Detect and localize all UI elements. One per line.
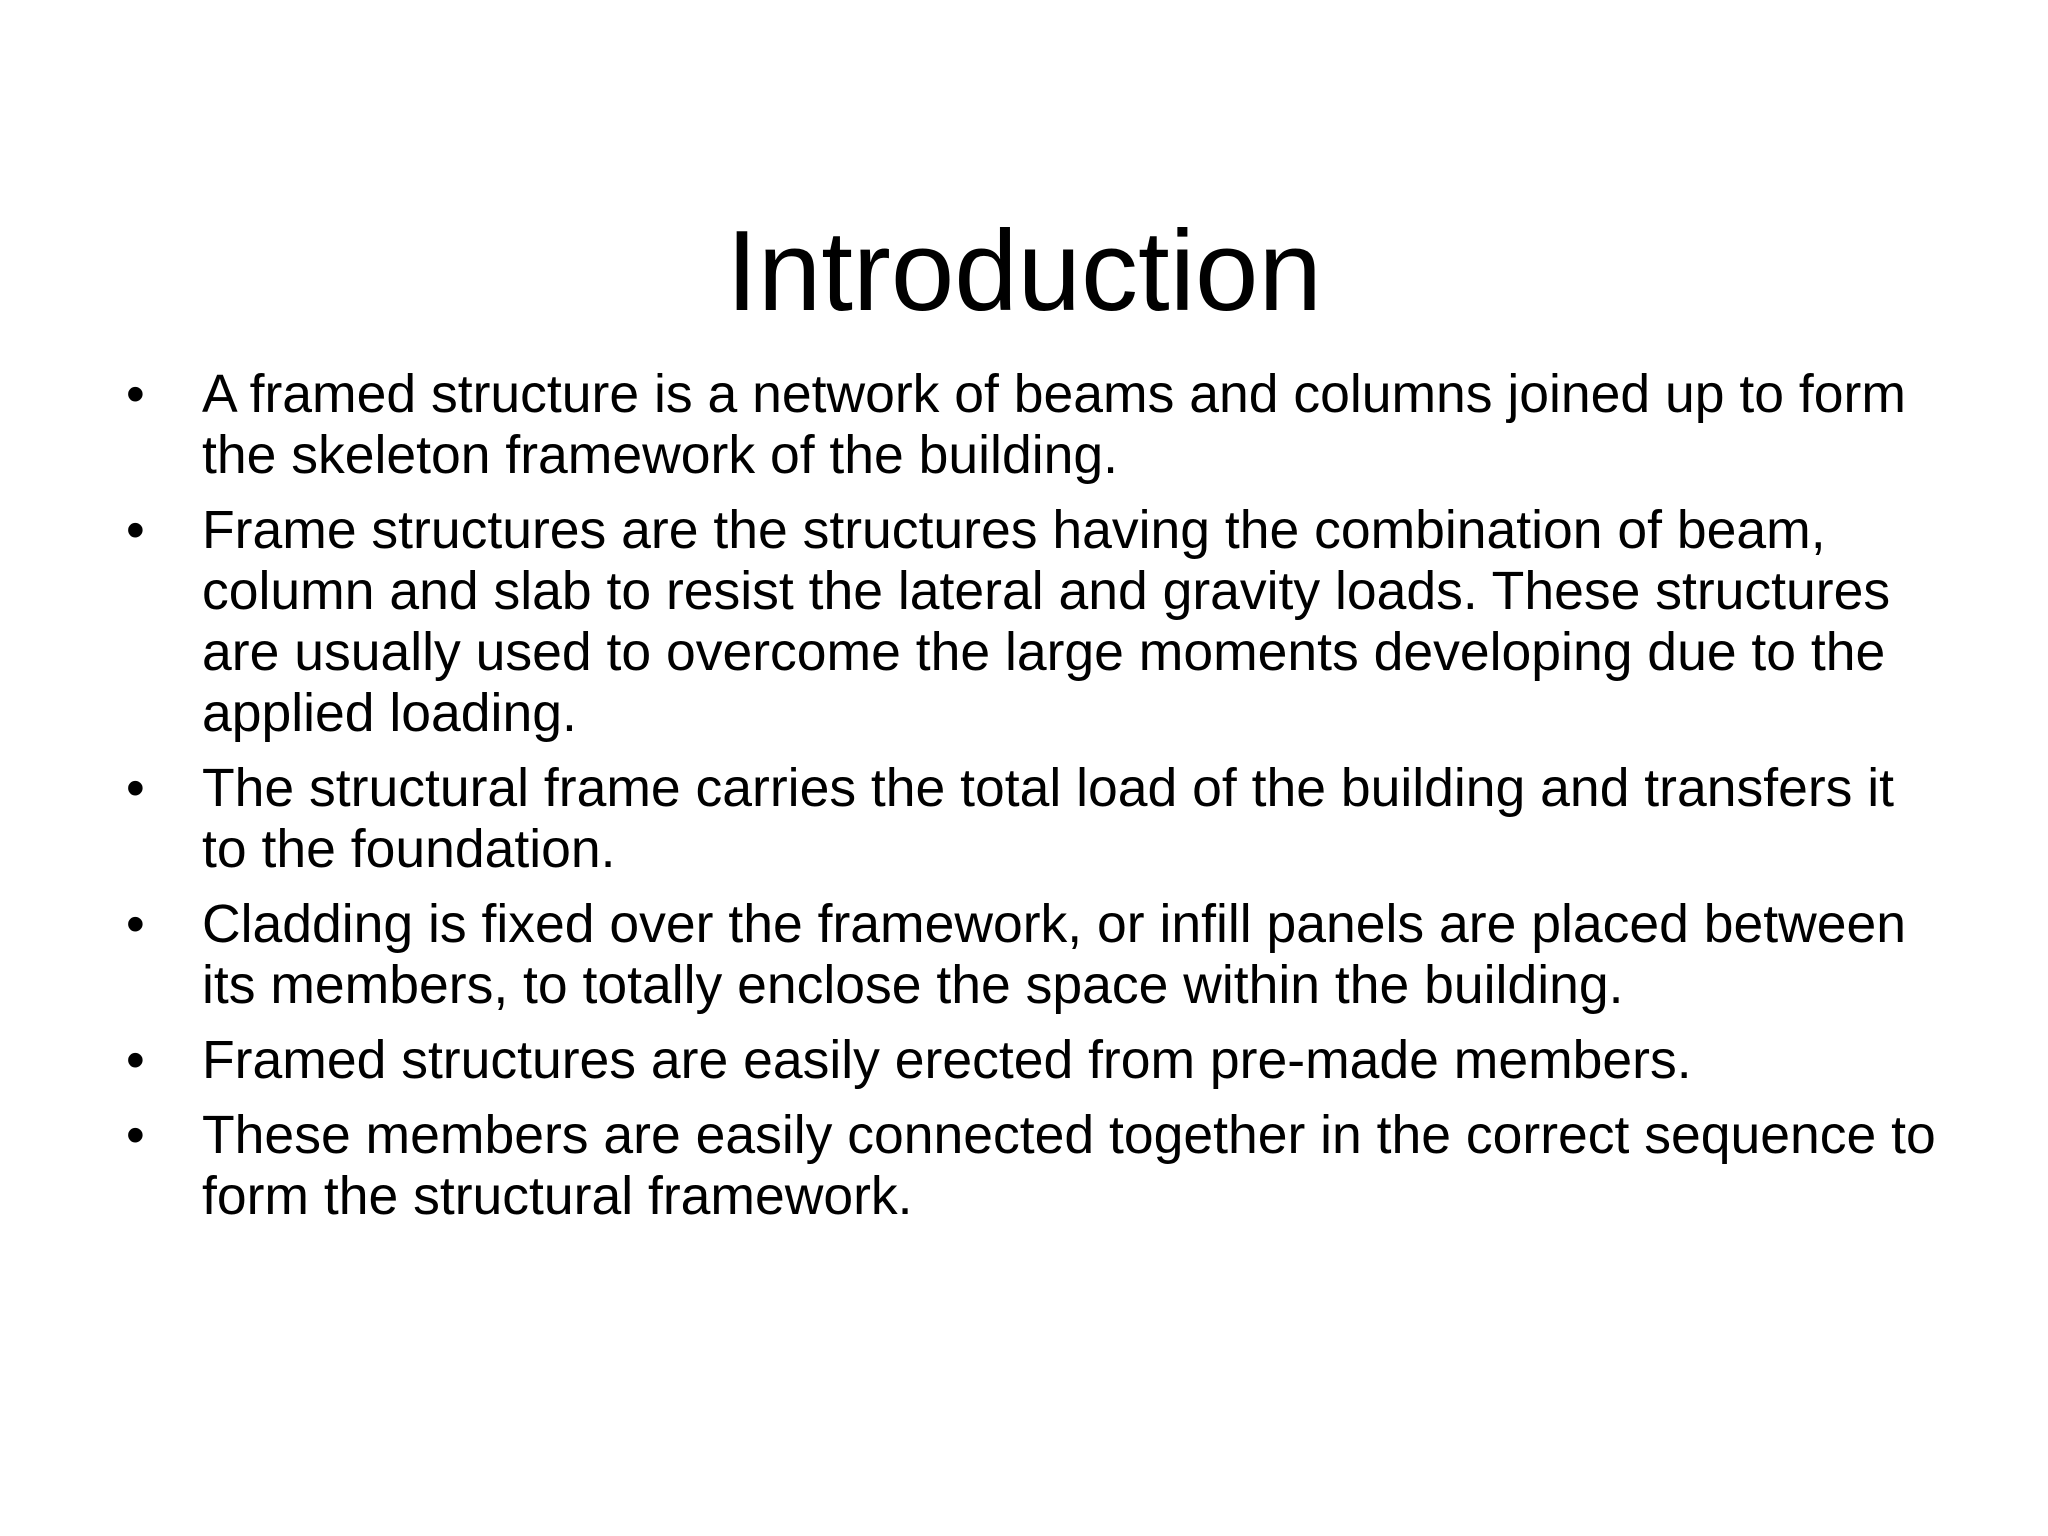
bullet-list [120,364,1950,1241]
bullet-text: These members are easily connected together in the correct sequence to form the structural framework. [202,1106,1936,1226]
bullet-item [120,364,1950,486]
bullet-icon: • [126,1106,145,1165]
bullet-item [120,758,1950,880]
bullet-text: A framed structure is a network of beams and columns joined up to form the skeleton framework of the building. [202,365,1906,485]
bullet-text: Frame structures are the structures having the combination of beam, column and slab to resist the lateral and gravity loads. These structures are usually used to overcome the large moments developing due to the applied loading. [202,501,1891,743]
bullet-icon: • [126,501,145,560]
bullet-icon: • [126,895,145,954]
bullet-icon: • [126,1031,145,1090]
bullet-item [120,1105,1950,1227]
slide-title: Introduction [726,208,1322,336]
bullet-text: Cladding is fixed over the framework, or infill panels are placed between its members, to totally enclose the space within the building. [202,895,1906,1015]
bullet-icon: • [126,365,145,424]
bullet-item [120,894,1950,1016]
bullet-text: Framed structures are easily erected from pre-made members. [202,1031,1692,1090]
bullet-item [120,500,1950,744]
bullet-icon: • [126,759,145,818]
bullet-item [120,1030,1950,1091]
bullet-text: The structural frame carries the total load of the building and transfers it to the foundation. [202,759,1895,879]
